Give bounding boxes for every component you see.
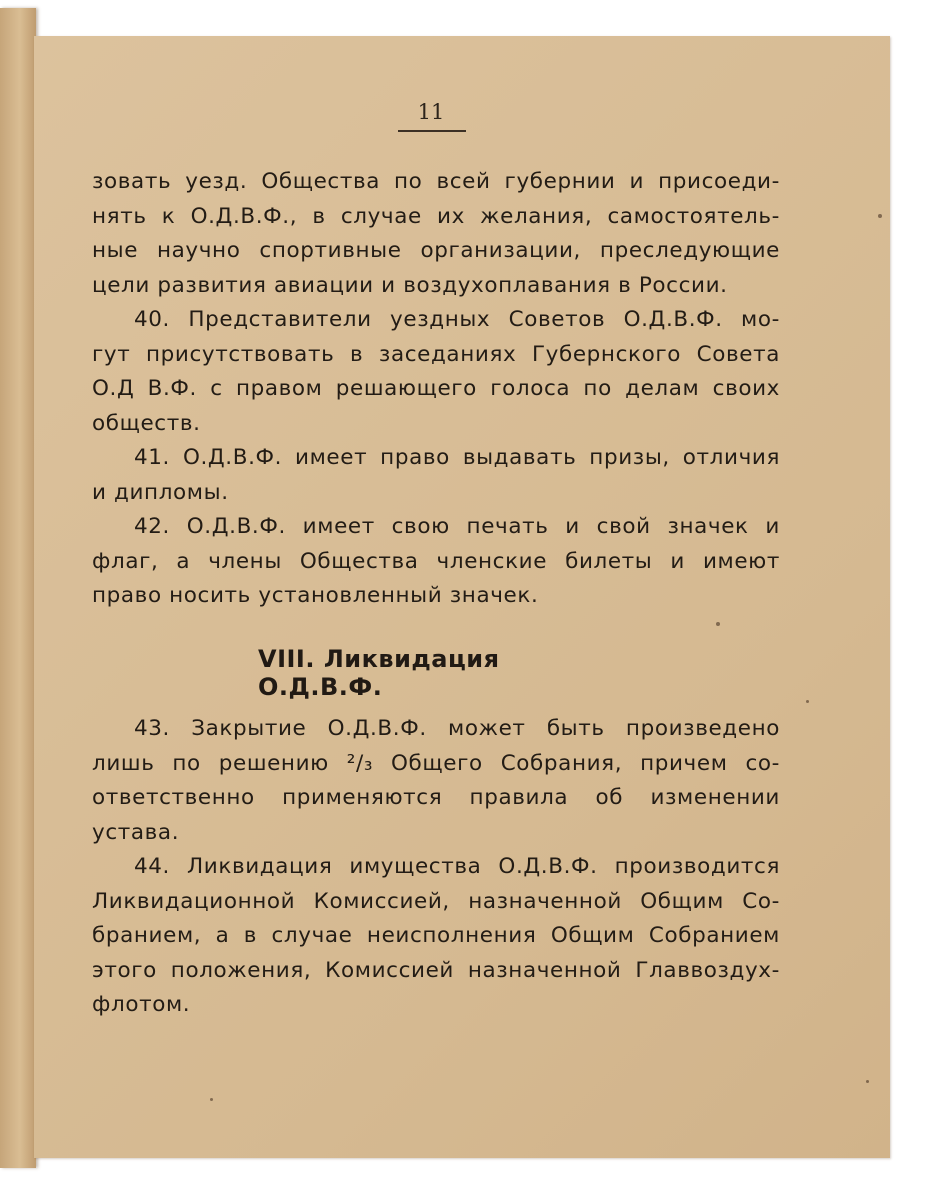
text-line: бранием, а в случае неисполнения Общим Собранием xyxy=(92,923,780,948)
book-spine xyxy=(0,8,36,1168)
page-number-rule xyxy=(398,130,466,132)
text-block-paragraphs-43-44 xyxy=(92,712,780,1023)
text-line: и дипломы. xyxy=(92,479,229,505)
page-number: 11 xyxy=(417,100,445,124)
paper-speck xyxy=(878,214,882,218)
text-line: ответственно применяются правила об изменении xyxy=(92,785,780,810)
paper-speck xyxy=(716,622,720,626)
text-line: 40. Представители уездных Советов О.Д.В.Ф. мо- xyxy=(134,307,780,332)
paper-speck xyxy=(210,1098,213,1101)
section-heading: VIII. Ликвидация О.Д.В.Ф. xyxy=(258,645,500,701)
text-line: устава. xyxy=(92,819,180,845)
text-line: зовать уезд. Общества по всей губернии и присоеди- xyxy=(92,169,780,194)
text-block-paragraphs-39-42 xyxy=(92,165,780,614)
text-line: 43. Закрытие О.Д.В.Ф. может быть произведено xyxy=(134,716,780,741)
text-line: лишь по решению ²/₃ Общего Собрания, причем со- xyxy=(92,750,780,776)
paper-speck xyxy=(866,1080,869,1083)
text-line: 42. О.Д.В.Ф. имеет свою печать и свой значек и xyxy=(134,514,780,539)
text-line: 41. О.Д.В.Ф. имеет право выдавать призы, отличия xyxy=(134,445,780,470)
text-line: цели развития авиации и воздухоплавания в России. xyxy=(92,272,728,298)
paper-speck xyxy=(806,700,809,703)
text-line: 44. Ликвидация имущества О.Д.В.Ф. производится xyxy=(134,854,780,879)
text-line: флотом. xyxy=(92,992,191,1017)
text-line: этого положения, Комиссией назначенной Главвоздух- xyxy=(92,957,780,983)
text-line: гут присутствовать в заседаниях Губернского Совета xyxy=(92,341,780,367)
text-line: право носить установленный значек. xyxy=(92,583,539,608)
text-line: обществ. xyxy=(92,410,201,436)
text-line: ные научно спортивные организации, преследующие xyxy=(92,238,780,263)
text-line: Ликвидационной Комиссией, назначенной Общим Со- xyxy=(92,888,780,914)
text-line: нять к О.Д.В.Ф., в случае их желания, самостоятель- xyxy=(92,203,780,229)
text-line: флаг, а члены Общества членские билеты и имеют xyxy=(92,548,780,574)
text-line: О.Д В.Ф. с правом решающего голоса по делам своих xyxy=(92,376,780,401)
